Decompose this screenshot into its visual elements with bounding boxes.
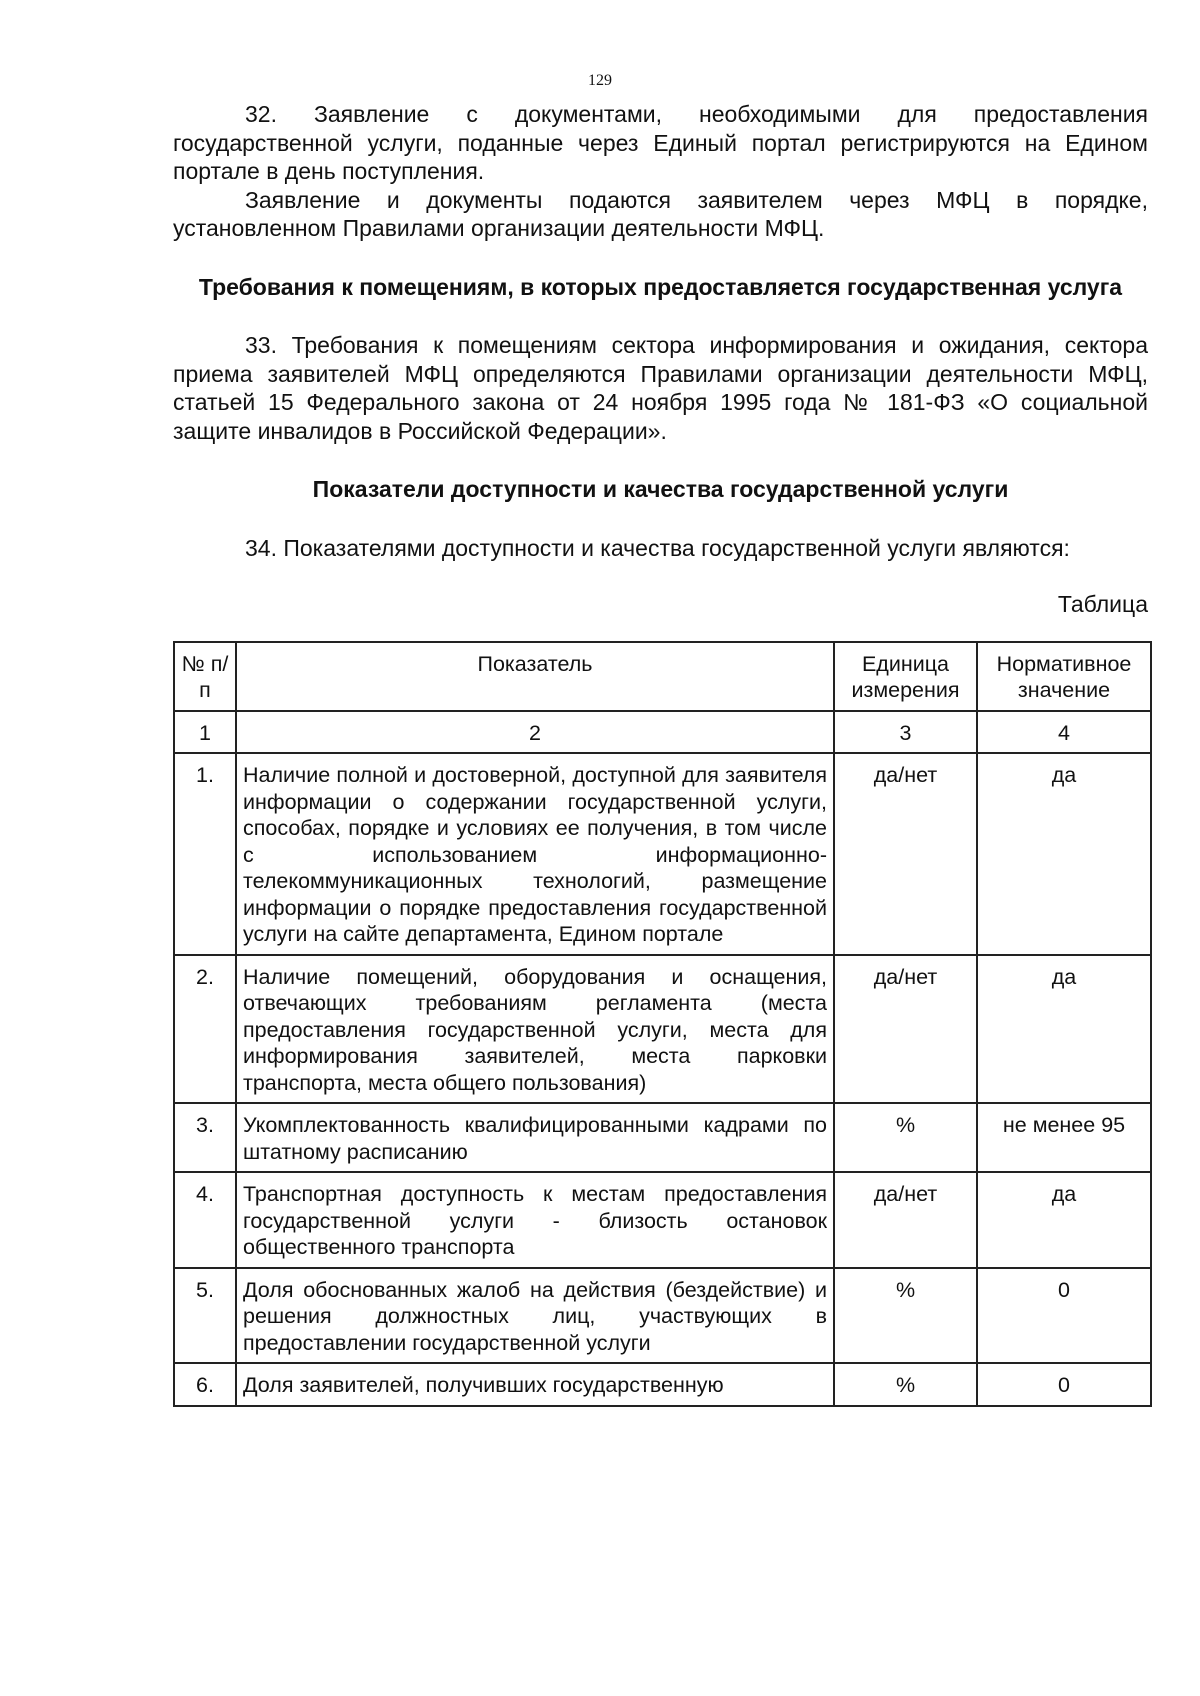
header-norm: Нормативное значение (977, 642, 1151, 711)
table-header-row (174, 642, 1151, 711)
heading-accessibility-indicators: Показатели доступности и качества государственной услуги (312, 476, 1009, 502)
row-indicator: Доля заявителей, получивших государственную (236, 1363, 834, 1406)
row-norm: да (977, 753, 1151, 955)
row-norm: 0 (977, 1268, 1151, 1364)
row-indicator: Наличие полной и достоверной, доступной для заявителя информации о содержании государственной услуги, способах, порядке и условиях ее получения, в том числе с использованием информационно-телекоммуникационных технологий, размещение информации о порядке предоставления государственной услуги на сайте департамента, Едином портале (236, 753, 834, 955)
column-number: 4 (977, 711, 1151, 754)
row-unit: % (834, 1268, 977, 1364)
row-unit: да/нет (834, 955, 977, 1104)
column-number: 3 (834, 711, 977, 754)
row-indicator: Транспортная доступность к местам предоставления государственной услуги - близость остановок общественного транспорта (236, 1172, 834, 1268)
column-number-row (174, 711, 1151, 754)
row-norm: не менее 95 (977, 1103, 1151, 1172)
row-number: 1. (174, 753, 236, 955)
row-unit: да/нет (834, 1172, 977, 1268)
heading-premises-requirements: Требования к помещениям, в которых предоставляется государственная услуга (198, 273, 1123, 300)
row-indicator: Наличие помещений, оборудования и оснащения, отвечающих требованиям регламента (места предоставления государственной услуги, места для информирования заявителей, места парковки транспорта, места общего пользования) (236, 955, 834, 1104)
row-number: 6. (174, 1363, 236, 1406)
page-number: 129 (588, 72, 612, 89)
table-row (174, 1103, 1151, 1172)
table-row (174, 1268, 1151, 1364)
row-number: 2. (174, 955, 236, 1104)
row-norm: 0 (977, 1363, 1151, 1406)
table-row (174, 1363, 1151, 1406)
header-number: № п/п (174, 642, 236, 711)
table-row (174, 955, 1151, 1104)
column-number: 2 (236, 711, 834, 754)
paragraph-32-continued: Заявление и документы подаются заявителем через МФЦ в порядке, установленном Правилами организации деятельности МФЦ. (173, 186, 1148, 241)
table-caption: Таблица (1057, 591, 1148, 617)
row-indicator: Укомплектованность квалифицированными кадрами по штатному расписанию (236, 1103, 834, 1172)
row-number: 5. (174, 1268, 236, 1364)
table-row (174, 1172, 1151, 1268)
row-number: 3. (174, 1103, 236, 1172)
paragraph-33: 33. Требования к помещениям сектора информирования и ожидания, сектора приема заявителей МФЦ определяются Правилами организации деятельности МФЦ, статьей 15 Федерального закона от 24 ноября 1995 года № 181-ФЗ «О социальной защите инвалидов в Российской Федерации». (173, 332, 1148, 444)
document-body (173, 100, 1148, 1407)
header-indicator: Показатель (236, 642, 834, 711)
header-unit: Единица измерения (834, 642, 977, 711)
row-indicator: Доля обоснованных жалоб на действия (бездействие) и решения должностных лиц, участвующих в предоставлении государственной услуги (236, 1268, 834, 1364)
row-number: 4. (174, 1172, 236, 1268)
paragraph-32: 32. Заявление с документами, необходимыми для предоставления государственной услуги, поданные через Единый портал регистрируются на Едином портале в день поступления. (173, 101, 1148, 184)
paragraph-34: 34. Показателями доступности и качества государственной услуги являются: (245, 534, 1070, 561)
indicators-table (173, 641, 1152, 1407)
row-norm: да (977, 955, 1151, 1104)
table-row (174, 753, 1151, 955)
row-norm: да (977, 1172, 1151, 1268)
row-unit: % (834, 1363, 977, 1406)
column-number: 1 (174, 711, 236, 754)
row-unit: да/нет (834, 753, 977, 955)
row-unit: % (834, 1103, 977, 1172)
